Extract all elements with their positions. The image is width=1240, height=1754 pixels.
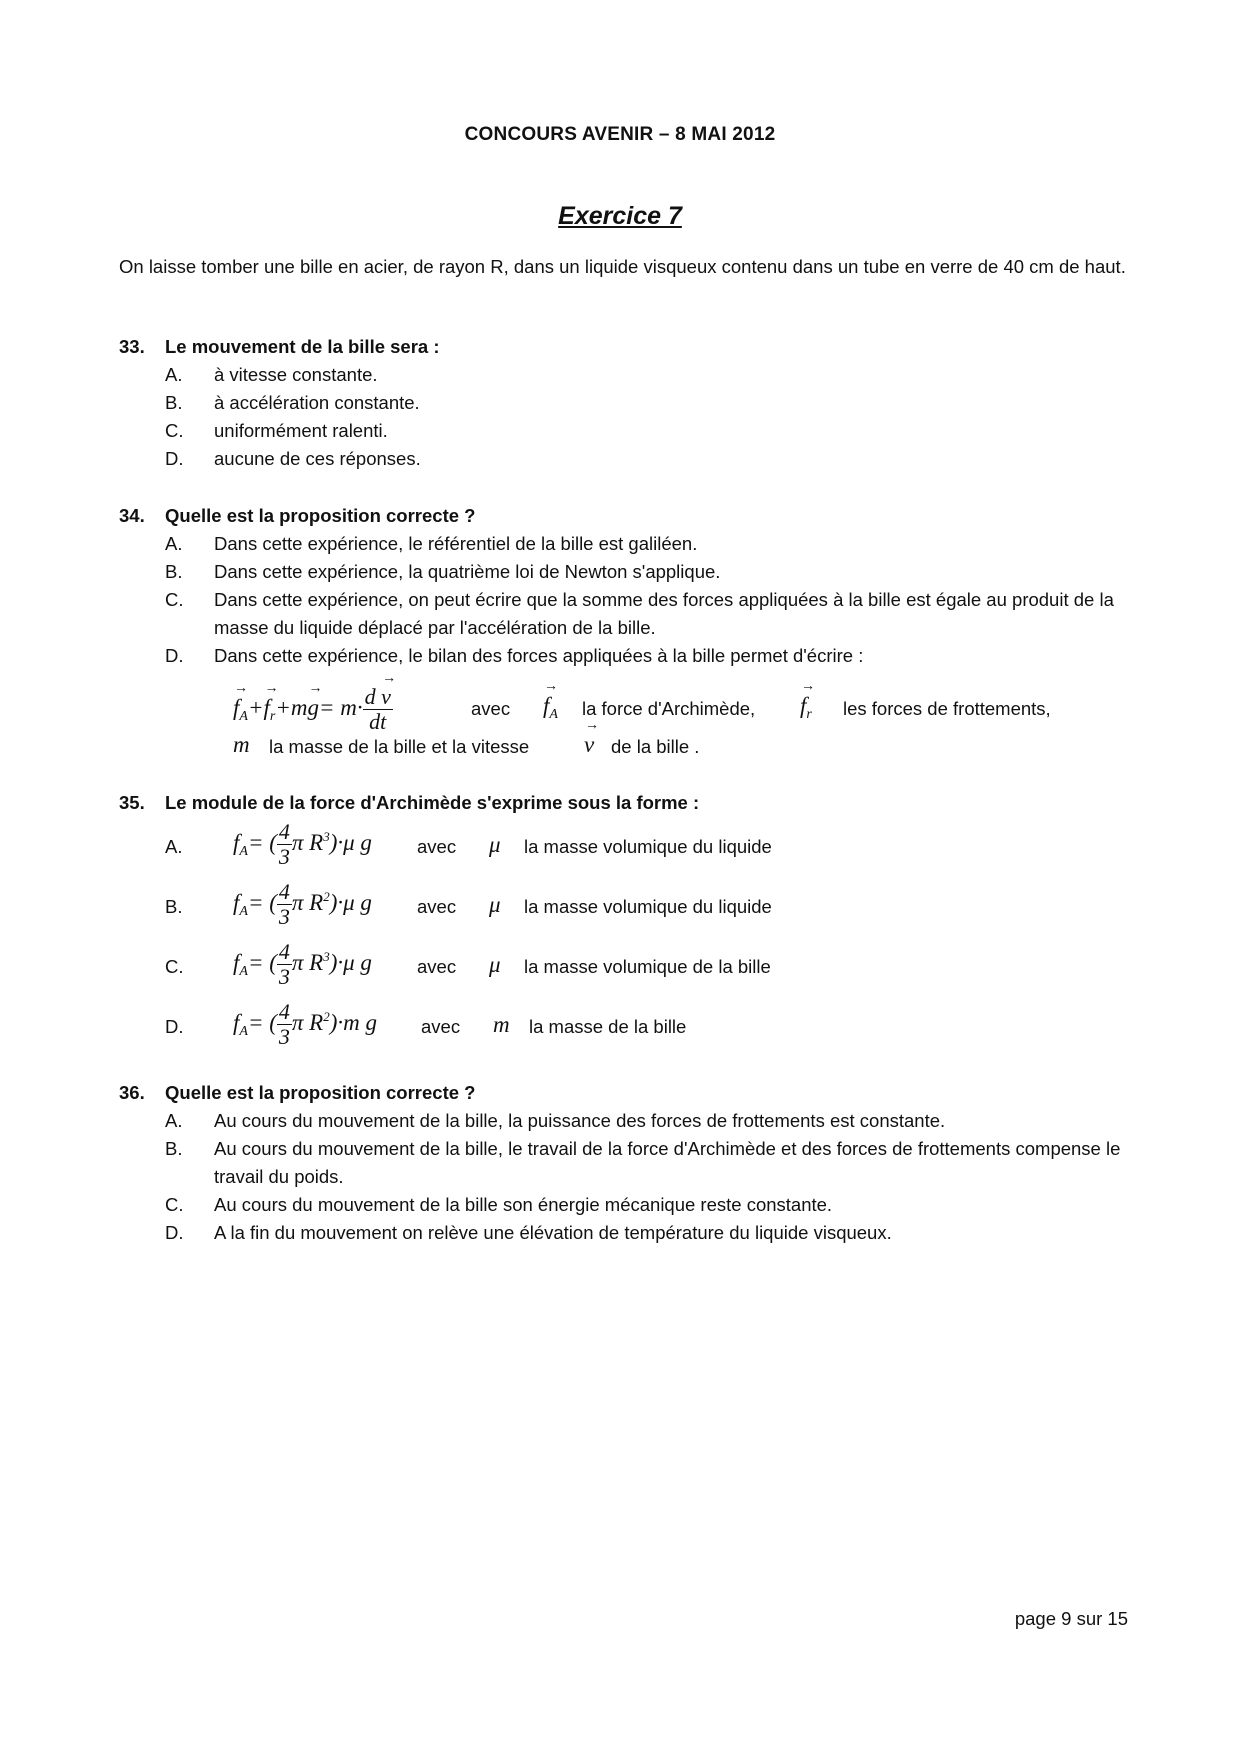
question-text: Quelle est la proposition correcte ? — [165, 1082, 476, 1103]
option-d — [119, 1219, 1129, 1247]
option-letter: C. — [165, 589, 184, 610]
option-letter: A. — [165, 364, 183, 385]
option-b: B. $f_A=$ ( $\frac{4}{3}$ π $R^2)\cdot\mu$ g avec μ la masse volumique du liquide — [165, 879, 772, 929]
option-letter: B. — [165, 561, 183, 582]
page-number: page 9 sur 15 — [1014, 1608, 1128, 1629]
archimedes-formula: $f_A=$ ( $\frac{4}{3}$ π $R^3)\cdot\mu$ g — [233, 939, 372, 989]
option-text: uniformément ralenti. — [214, 420, 388, 441]
option-text: Dans cette expérience, le référentiel de la bille est galiléen. — [214, 533, 698, 554]
question-34 — [119, 502, 1129, 766]
option-b — [119, 1135, 1129, 1191]
option-a: A. $f_A=$ ( $\frac{4}{3}$ π $R^3)\cdot\mu$ g avec μ la masse volumique du liquide — [165, 819, 772, 869]
question-text: Le mouvement de la bille sera : — [165, 336, 440, 357]
option-letter: D. — [165, 448, 184, 469]
option-c — [119, 1191, 1129, 1219]
option-letter: C. — [165, 1194, 184, 1215]
option-a — [119, 1107, 1129, 1135]
option-text: Au cours du mouvement de la bille, la puissance des forces de frottements est constante. — [214, 1110, 946, 1131]
question-text: Le module de la force d'Archimède s'exprime sous la forme : — [165, 792, 700, 813]
option-letter: B. — [165, 1138, 183, 1159]
archimedes-formula: $f_A=$ ( $\frac{4}{3}$ π $R^2)\cdot m$ g — [233, 999, 378, 1049]
option-letter: B. — [165, 896, 183, 917]
question-text: Quelle est la proposition correcte ? — [165, 505, 476, 526]
option-a — [119, 530, 1129, 558]
q35-options — [119, 817, 1129, 1057]
exercise-title: Exercice 7 — [558, 202, 682, 230]
option-b — [119, 558, 1129, 586]
equation-legend: m la masse de la bille et la vitesse → v de la bille . — [119, 730, 1129, 766]
force-balance-equation: → $f_A+\to f_r+m\to g= m\cdot$ $\frac{d \to v}{dt}$ avec → $f_A$ la force d'Archimède, → $f_r$ les forces de frottements, — [119, 678, 1129, 730]
option-letter: D. — [165, 645, 184, 666]
question-number: 33. — [119, 336, 145, 357]
question-number: 34. — [119, 505, 145, 526]
option-letter: C. — [165, 420, 184, 441]
option-letter: D. — [165, 1222, 184, 1243]
option-letter: D. — [165, 1016, 184, 1037]
option-d: D. $f_A=$ ( $\frac{4}{3}$ π $R^2)\cdot m$ g avec m la masse de la bille — [165, 999, 687, 1049]
option-text: Dans cette expérience, la quatrième loi de Newton s'applique. — [214, 561, 721, 582]
option-text: à accélération constante. — [214, 392, 420, 413]
option-letter: A. — [165, 836, 183, 857]
page-header: CONCOURS AVENIR – 8 MAI 2012 — [464, 124, 776, 145]
question-number: 36. — [119, 1082, 145, 1103]
option-letter: C. — [165, 956, 184, 977]
option-text: Dans cette expérience, on peut écrire que la somme des forces appliquées à la bille est égale au produit de la masse du liquide déplacé par l'accélération de la bille. — [214, 589, 1114, 638]
option-text: à vitesse constante. — [214, 364, 378, 385]
option-letter: A. — [165, 1110, 183, 1131]
archimedes-formula: $f_A=$ ( $\frac{4}{3}$ π $R^3)\cdot\mu$ g — [233, 819, 372, 869]
option-letter: B. — [165, 392, 183, 413]
option-c — [119, 586, 1129, 642]
option-c: C. $f_A=$ ( $\frac{4}{3}$ π $R^3)\cdot\mu$ g avec μ la masse volumique de la bille — [165, 939, 771, 989]
option-text: Dans cette expérience, le bilan des forces appliquées à la bille permet d'écrire : — [214, 645, 864, 666]
question-35 — [119, 789, 1129, 1057]
question-number: 35. — [119, 792, 145, 813]
option-text: A la fin du mouvement on relève une élévation de température du liquide visqueux. — [214, 1222, 892, 1243]
question-33 — [119, 333, 1129, 473]
option-b — [119, 389, 1129, 417]
option-a — [119, 361, 1129, 389]
option-text: Au cours du mouvement de la bille son énergie mécanique reste constante. — [214, 1194, 833, 1215]
option-text: aucune de ces réponses. — [214, 448, 421, 469]
archimedes-formula: $f_A=$ ( $\frac{4}{3}$ π $R^2)\cdot\mu$ g — [233, 879, 372, 929]
question-36 — [119, 1079, 1129, 1247]
option-text: Au cours du mouvement de la bille, le travail de la force d'Archimède et des forces de frottements compense le travail du poids. — [214, 1138, 1121, 1187]
option-c — [119, 417, 1129, 445]
option-d — [119, 445, 1129, 473]
option-letter: A. — [165, 533, 183, 554]
option-d — [119, 642, 1129, 670]
exercise-intro: On laisse tomber une bille en acier, de rayon R, dans un liquide visqueux contenu dans un tube en verre de 40 cm de haut. — [119, 256, 1126, 277]
